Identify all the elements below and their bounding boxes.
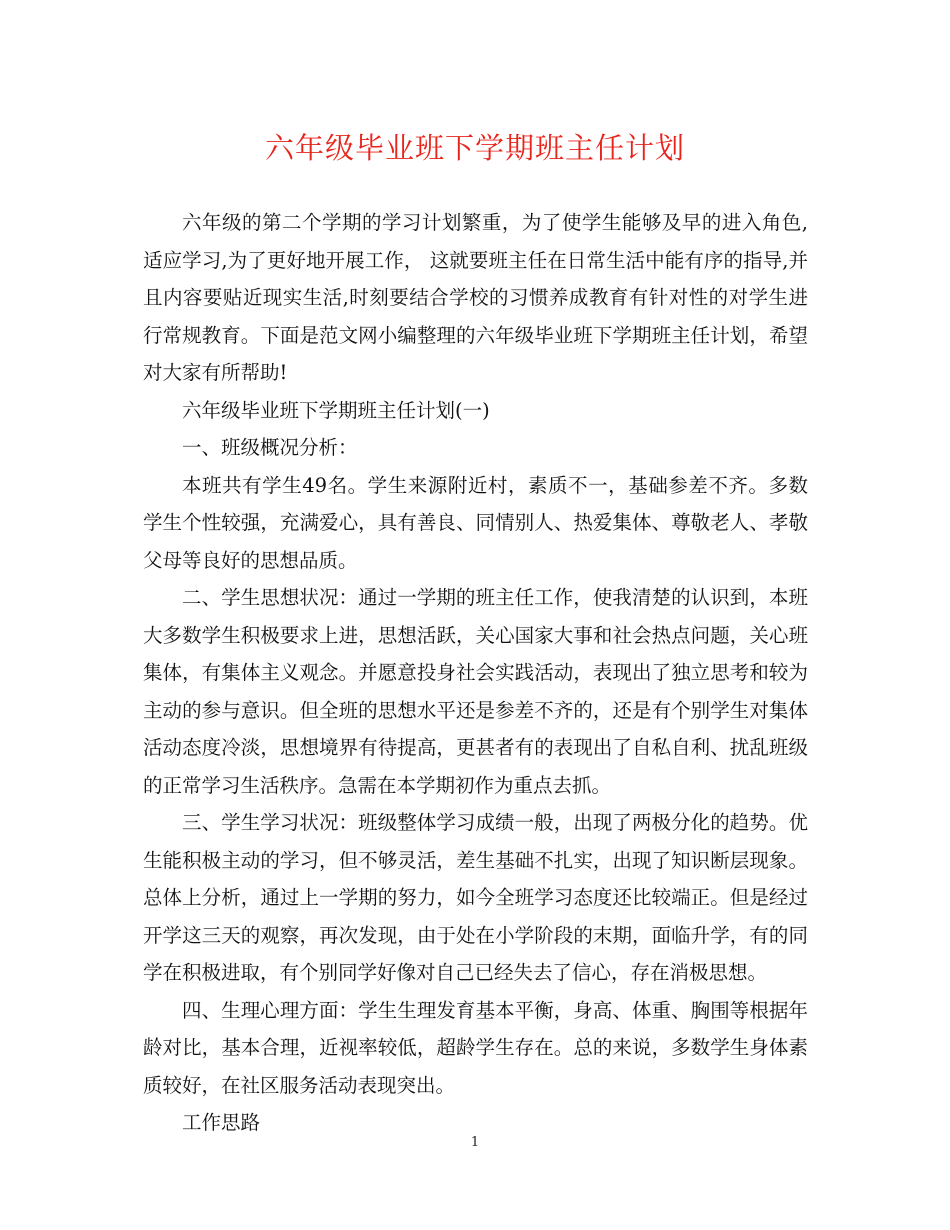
document-title: 六年级毕业班下学期班主任计划 xyxy=(264,131,685,165)
page-number: 1 xyxy=(470,1135,480,1150)
plan-heading: 六年级毕业班下学期班主任计划(一) xyxy=(182,398,490,422)
physiology-psychology-paragraph: 四、生理心理方面：学生生理发育基本平衡，身高、体重、胸围等根据年龄对比，基本合理，近视率较低，超龄学生存在。总的来说，多数学生身体素质较好，在社区服务活动表现突出。 xyxy=(143,998,808,1097)
student-thinking-paragraph: 二、学生思想状况：通过一学期的班主任工作，使我清楚的认识到，本班大多数学生积极要求上进，思想活跃，关心国家大事和社会热点问题，关心班集体，有集体主义观念。并愿意投身社会实践活动，表现出了独立思考和较为主动的参与意识。但全班的思想水平还是参差不齐的，还是有个别学生对集体活动态度冷淡，思想境界有待提高，更甚者有的表现出了自私自利、扰乱班级的正常学习生活秩序。急需在本学期初作为重点去抓。 xyxy=(143,586,808,797)
document-body xyxy=(143,204,808,1142)
work-ideas-heading: 工作思路 xyxy=(182,1111,261,1134)
section-heading-class-overview: 一、班级概况分析： xyxy=(182,436,358,459)
student-study-paragraph: 三、学生学习状况：班级整体学习成绩一般，出现了两极分化的趋势。优生能积极主动的学习，但不够灵活，差生基础不扎实，出现了知识断层现象。总体上分析，通过上一学期的努力，如今全班学习态度还比较端正。但是经过开学这三天的观察，再次发现，由于处在小学阶段的末期，面临升学，有的同学在积极进取，有个别同学好像对自己已经失去了信心，存在消极思想。 xyxy=(143,811,808,984)
class-overview-paragraph: 本班共有学生49名。学生来源附近村，素质不一，基础参差不齐。多数学生个性较强，充满爱心，具有善良、同情别人、热爱集体、尊敬老人、孝敬父母等良好的思想品质。 xyxy=(143,473,808,572)
intro-paragraph: 六年级的第二个学期的学习计划繁重，为了使学生能够及早的进入角色,适应学习,为了更好地开展工作， 这就要班主任在日常生活中能有序的指导,并且内容要贴近现实生活,时刻要结合学校的习惯养成教育有针对性的对学生进行常规教育。下面是范文网小编整理的六年级毕业班下学期班主任计划，希望对大家有所帮助! xyxy=(143,211,808,384)
